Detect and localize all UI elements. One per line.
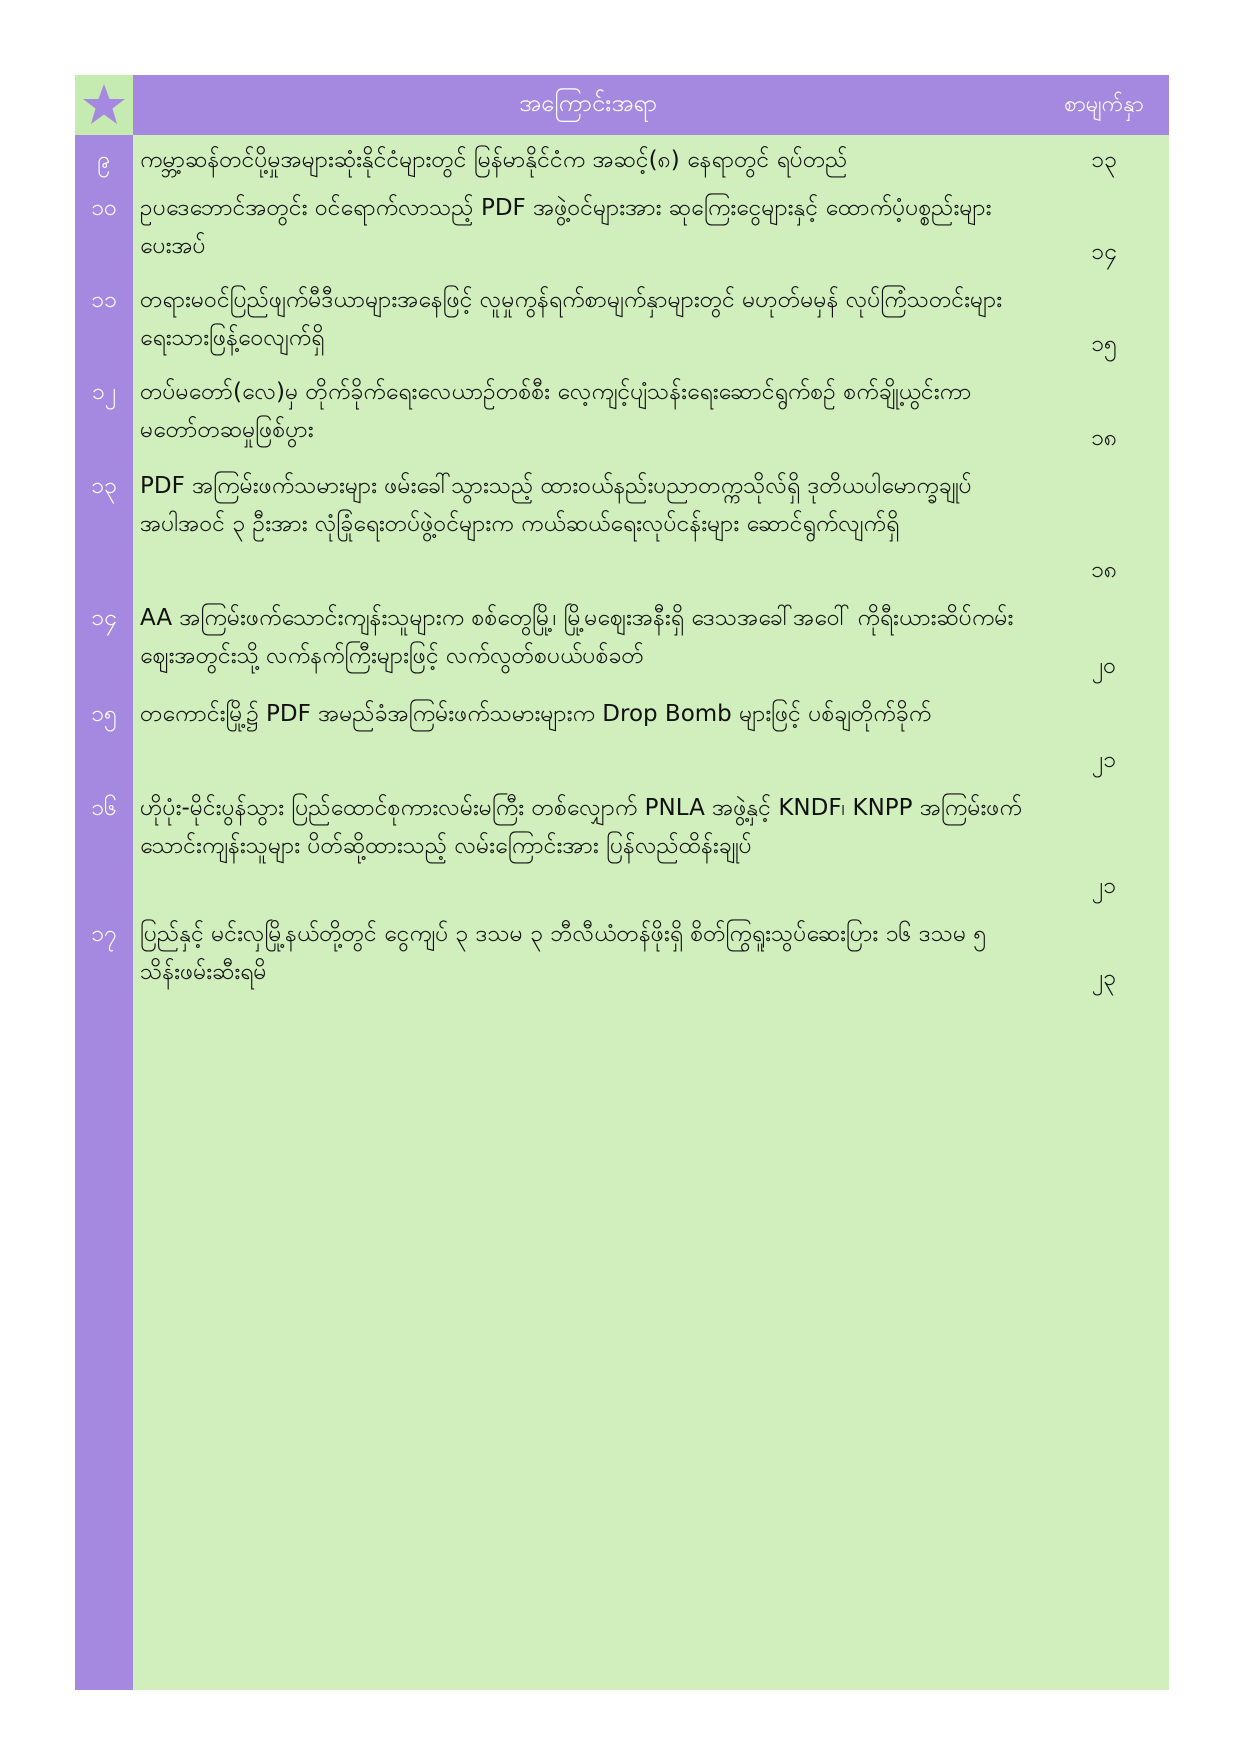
toc-entry[interactable] xyxy=(75,783,1169,909)
entry-title: AA အကြမ်းဖက်သောင်းကျန်းသူများက စစ်တွေမြို့၊ မြို့မဈေးအနီးရှိ ဒေသအခေါ်အဝေါ် ကိုရီးယားဆိပ်ကမ်းဈေးအတွင်းသို့ လက်နက်ကြီးများဖြင့် လက်လွတ်စပယ်ပစ်ခတ် xyxy=(140,605,1014,669)
entry-number: ၁၁ xyxy=(91,287,117,313)
entry-number: ၁၂ xyxy=(91,379,117,405)
entry-page: ၁၈ xyxy=(1090,557,1118,583)
toc-entry[interactable] xyxy=(75,593,1169,689)
entry-page: ၁၈ xyxy=(1090,425,1118,451)
entry-page: ၁၃ xyxy=(1091,147,1117,173)
toc-entry[interactable] xyxy=(75,367,1169,461)
toc-entries xyxy=(75,135,1169,1001)
toc-entry[interactable] xyxy=(75,461,1169,593)
entry-number: ၁၄ xyxy=(91,605,117,631)
header-title: အကြောင်းအရာ xyxy=(519,89,657,117)
entry-number: ၁၆ xyxy=(91,795,117,821)
entry-title: ဟိုပုံး-မိုင်းပွန်သွား ပြည်ထောင်စုကားလမ်းမကြီး တစ်လျှောက် PNLA အဖွဲ့နှင့် KNDF၊ KNPP အကြမ်းဖက်သောင်းကျန်းသူများ ပိတ်ဆို့ထားသည့် လမ်းကြောင်းအား ပြန်လည်ထိန်းချုပ် xyxy=(140,795,1022,859)
entry-title: ပြည်နှင့် မင်းလှမြို့နယ်တို့တွင် ငွေကျပ် ၃ ဒသမ ၃ ဘီလီယံတန်ဖိုးရှိ စိတ်ကြွရူးသွပ်ဆေးပြား ၁၆ ဒသမ ၅ သိန်းဖမ်းဆီးရမိ xyxy=(140,921,987,985)
entry-number: ၁၀ xyxy=(91,195,117,221)
entry-title: တကောင်းမြို့၌ PDF အမည်ခံအကြမ်းဖက်သမားများက Drop Bomb များဖြင့် ပစ်ချတိုက်ခိုက် xyxy=(140,701,932,727)
entry-page: ၂၃ xyxy=(1091,965,1117,991)
entry-page: ၂၁ xyxy=(1091,873,1117,899)
entry-title: တရားမဝင်ပြည်ဖျက်မီဒီယာများအနေဖြင့် လူမှုကွန်ရက်စာမျက်နှာများတွင် မဟုတ်မမှန် လုပ်ကြံသတင်းများ ရေးသားဖြန့်ဝေလျက်ရှိ xyxy=(140,287,1003,351)
header-page-label: စာမျက်နှာ xyxy=(1064,91,1144,117)
entry-number: ၁၇ xyxy=(91,921,117,947)
star-cell xyxy=(75,75,133,135)
entry-title: PDF အကြမ်းဖက်သမားများ ဖမ်းခေါ်သွားသည့် ထားဝယ်နည်းပညာတက္ကသိုလ်ရှိ ဒုတိယပါမောက္ခချုပ်အပါအဝင် ၃ ဦးအား လုံခြုံရေးတပ်ဖွဲ့ဝင်များက ကယ်ဆယ်ရေးလုပ်ငန်းများ ဆောင်ရွက်လျက်ရှိ xyxy=(140,473,972,537)
entry-number: ၁၃ xyxy=(91,473,117,499)
toc-entry[interactable] xyxy=(75,275,1169,367)
entry-title: ကမ္ဘာ့ဆန်တင်ပို့မှုအများဆုံးနိုင်ငံများတွင် မြန်မာနိုင်ငံက အဆင့်(၈) နေရာတွင် ရပ်တည် xyxy=(140,147,848,173)
toc-entry[interactable] xyxy=(75,689,1169,783)
star-icon xyxy=(81,82,127,128)
toc-header xyxy=(75,75,1169,135)
entry-title: ဥပဒေဘောင်အတွင်း ဝင်ရောက်လာသည့် PDF အဖွဲ့ဝင်များအား ဆုကြေးငွေများနှင့် ထောက်ပံ့ပစ္စည်းများပေးအပ် xyxy=(140,195,992,259)
table-of-contents xyxy=(75,75,1169,1690)
entry-title: တပ်မတော်(လေ)မှ တိုက်ခိုက်ရေးလေယာဉ်တစ်စီး လေ့ကျင့်ပျံသန်းရေးဆောင်ရွက်စဉ် စက်ချို့ယွင်းကာ မတော်တဆမှုဖြစ်ပွား xyxy=(140,379,972,443)
entry-page: ၁၅ xyxy=(1091,331,1117,357)
entry-number: ၉ xyxy=(97,147,111,173)
toc-entry[interactable] xyxy=(75,135,1169,183)
entry-page: ၁၄ xyxy=(1091,239,1117,265)
entry-page: ၂၀ xyxy=(1091,653,1117,679)
entry-number: ၁၅ xyxy=(91,701,117,727)
toc-entry[interactable] xyxy=(75,909,1169,1001)
entry-page: ၂၁ xyxy=(1091,747,1117,773)
toc-entry[interactable] xyxy=(75,183,1169,275)
